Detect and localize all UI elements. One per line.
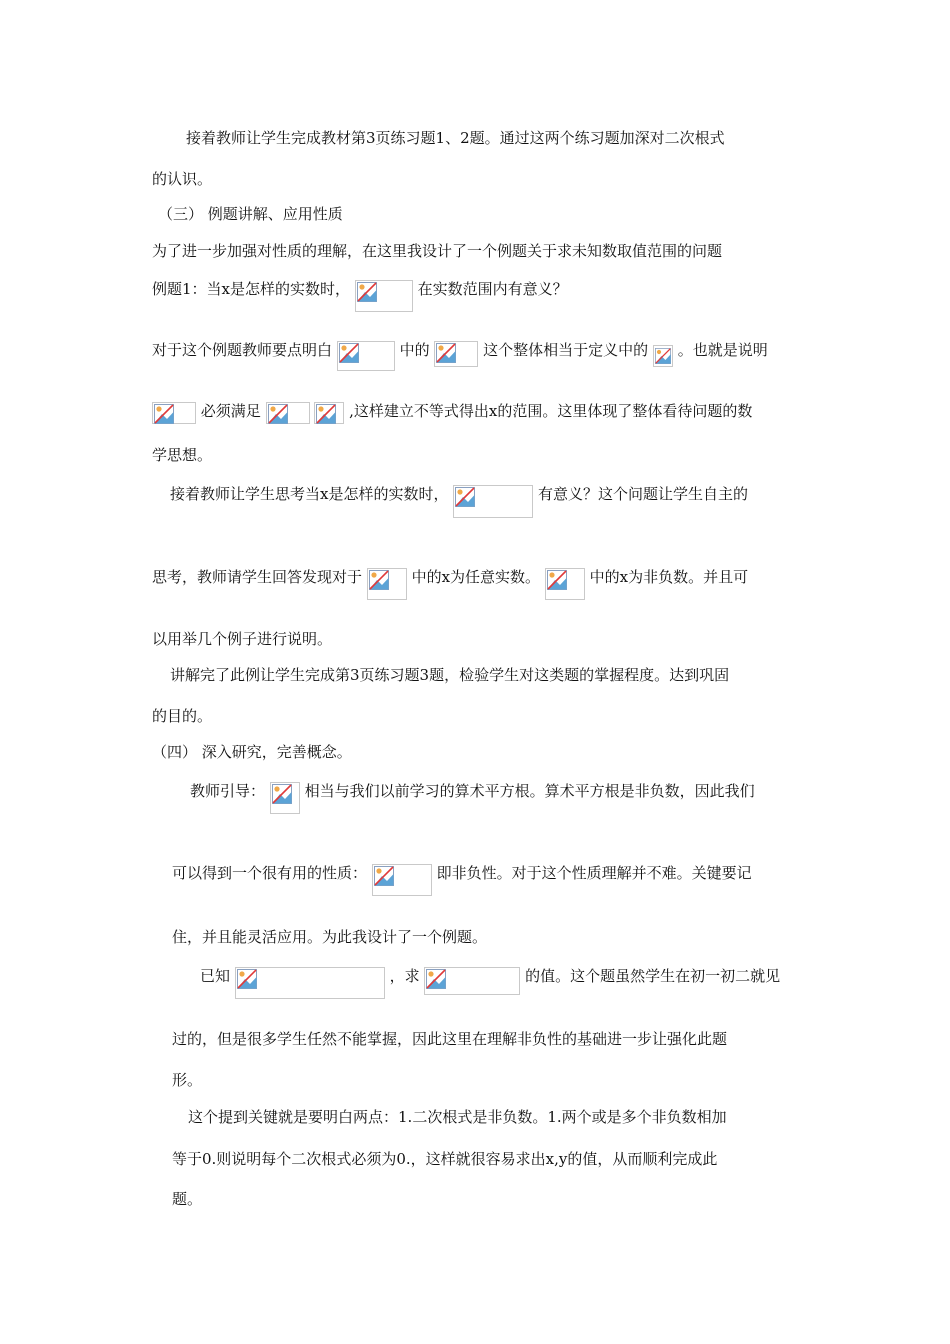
text: 接着教师让学生完成教材第3页练习题1、2题。通过这两个练习题加深对二次根式 (186, 129, 725, 147)
paragraph-line: 等于0.则说明每个二次根式必须为0.，这样就很容易求出x,y的值，从而顺利完成此 (172, 1150, 718, 1168)
broken-image-icon (547, 570, 567, 590)
paragraph-line: 学思想。 (152, 446, 213, 464)
broken-image-icon (154, 404, 174, 424)
formula-image (434, 341, 478, 367)
broken-image-icon (316, 404, 336, 424)
paragraph-line (152, 170, 212, 188)
paragraph-line: 这个提到关键就是要明白两点：1.二次根式是非负数。1.两个或是多个非负数相加 (188, 1108, 727, 1126)
paragraph-line: 接着教师让学生思考当x是怎样的实数时， 有意义？这个问题让学生自主的 (170, 485, 748, 518)
paragraph-line: 为了进一步加强对性质的理解，在这里我设计了一个例题关于求未知数取值范围的问题 (152, 242, 723, 260)
formula-image (424, 967, 520, 995)
formula-image (266, 402, 310, 424)
paragraph-line: 思考，教师请学生回答发现对于 中的x为任意实数。 中的x为非负数。并且可 (152, 568, 748, 600)
paragraph-line: 已知 ，求 的值。这个题虽然学生在初一初二就见 (200, 967, 780, 999)
broken-image-icon (655, 347, 671, 365)
paragraph-line: 可以得到一个很有用的性质： 即非负性。对于这个性质理解并不难。关键要记 (172, 864, 752, 896)
paragraph-line: 的目的。 (152, 707, 213, 725)
paragraph-line: 必须满足 ,这样建立不等式得出x的范围。这里体现了整体看待问题的数 (152, 402, 752, 424)
formula-image (355, 280, 413, 312)
broken-image-icon (436, 343, 456, 363)
text: 的认识。 (152, 170, 213, 188)
paragraph-line: 以用举几个例子进行说明。 (152, 630, 333, 648)
paragraph-line: 教师引导： 相当与我们以前学习的算术平方根。算术平方根是非负数，因此我们 (190, 782, 755, 814)
broken-image-icon (357, 282, 377, 302)
paragraph-line: 形。 (172, 1071, 203, 1089)
section-heading: （三） 例题讲解、应用性质 (158, 205, 343, 223)
broken-image-icon (455, 487, 475, 507)
formula-image (653, 345, 673, 367)
paragraph-line: 题。 (172, 1190, 203, 1208)
broken-image-icon (237, 969, 257, 989)
paragraph-line: 讲解完了此例让学生完成第3页练习题3题，检验学生对这类题的掌握程度。达到巩固 (170, 666, 730, 684)
paragraph-line (186, 129, 725, 147)
example-line: 例题1：当x是怎样的实数时， 在实数范围内有意义？ (152, 280, 568, 312)
formula-image (314, 402, 344, 424)
formula-image (152, 402, 196, 424)
broken-image-icon (339, 343, 359, 363)
formula-image (367, 568, 407, 600)
section-heading: （四） 深入研究，完善概念。 (152, 743, 352, 761)
formula-image (545, 568, 585, 600)
broken-image-icon (426, 969, 446, 989)
formula-image (235, 967, 385, 999)
formula-image (270, 782, 300, 814)
formula-image (372, 864, 432, 896)
paragraph-line: 住，并且能灵活应用。为此我设计了一个例题。 (172, 928, 488, 946)
formula-image (453, 485, 533, 518)
broken-image-icon (272, 784, 292, 804)
paragraph-line: 对于这个例题教师要点明白 中的 这个整体相当于定义中的 。也就是说明 (152, 341, 768, 371)
formula-image (337, 341, 395, 371)
broken-image-icon (268, 404, 288, 424)
paragraph-line: 过的，但是很多学生任然不能掌握，因此这里在理解非负性的基础进一步让强化此题 (172, 1030, 728, 1048)
broken-image-icon (369, 570, 389, 590)
broken-image-icon (374, 866, 394, 886)
